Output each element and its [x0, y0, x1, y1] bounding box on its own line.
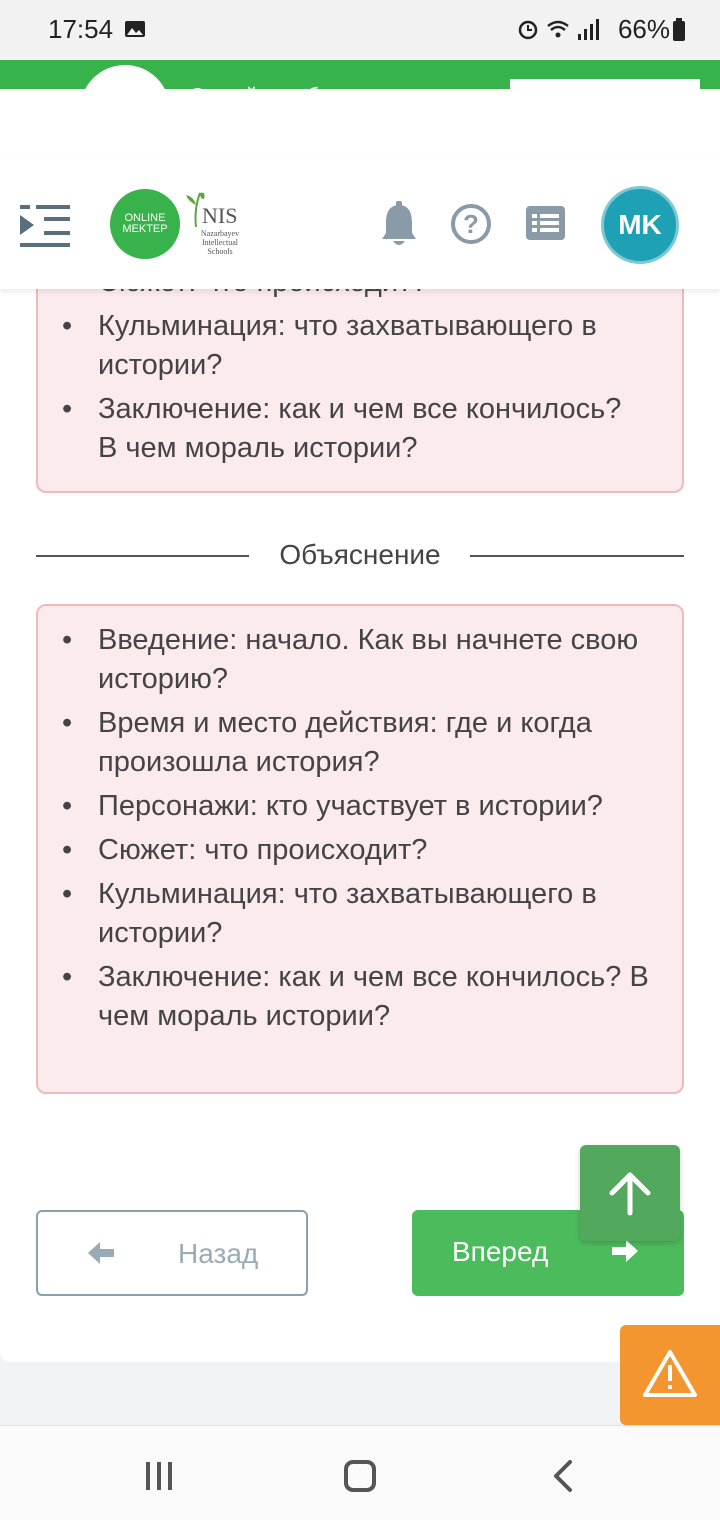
onlinemektep-logo[interactable]: [110, 189, 180, 259]
report-problem-button[interactable]: [620, 1325, 720, 1425]
menu-icon[interactable]: [20, 203, 70, 249]
explanation-item: • Введение: начало. Как вы начнете свою историю?: [98, 621, 658, 699]
bell-icon[interactable]: [380, 201, 418, 247]
header-logo-line2: MEKTEP: [122, 223, 168, 235]
divider-line-right: [470, 555, 684, 557]
system-nav-bar: [0, 1425, 720, 1520]
user-avatar[interactable]: MK: [601, 186, 679, 264]
explanation-item: • Заключение: как и чем все кончилось? В чем мораль истории?: [98, 958, 658, 1036]
top-header: [0, 159, 720, 289]
status-time: 17:54: [48, 14, 114, 44]
recent-apps-icon[interactable]: [144, 1462, 174, 1490]
answer-item: • Заключение: как и чем все кончилось? В чем мораль истории?: [98, 390, 638, 468]
arrow-left-icon: [86, 1238, 116, 1268]
arrow-up-icon: [608, 1171, 652, 1215]
battery-percent: [618, 14, 670, 45]
gallery-icon: [124, 20, 146, 38]
back-button[interactable]: [36, 1210, 308, 1296]
explanation-item: • Кульминация: что захватывающего в истории?: [98, 875, 658, 953]
status-bar: [0, 0, 720, 60]
explanation-item: • Время и место действия: где и когда произошла история?: [98, 704, 658, 782]
answer-item: • Кульминация: что захватывающего в истории?: [98, 307, 638, 385]
home-icon[interactable]: [344, 1460, 376, 1492]
back-button-label: Назад: [178, 1238, 259, 1269]
header-logo-text: [122, 213, 167, 235]
answer-list: [98, 263, 638, 473]
explanation-title: Объяснение: [279, 539, 441, 570]
explanation-item: • Сюжет: что происходит?: [98, 831, 658, 870]
nis-title: NIS: [202, 203, 238, 228]
nis-subtitle: Nazarbayev Intellectual Schools: [200, 229, 240, 256]
explanation-list: [98, 621, 658, 1041]
nis-logo: [184, 189, 248, 259]
explanation-item: • Персонажи: кто участвует в истории?: [98, 787, 658, 826]
battery-icon: [672, 18, 686, 42]
warning-icon: [642, 1349, 698, 1399]
back-icon[interactable]: [550, 1460, 574, 1492]
explanation-divider: [36, 537, 684, 577]
main-content: [0, 289, 720, 1425]
next-button-label: Вперед: [452, 1236, 549, 1267]
help-icon[interactable]: ?: [451, 204, 491, 244]
battery-text: 66%: [617, 14, 670, 44]
explanation-box: [36, 604, 684, 1094]
list-icon[interactable]: [526, 206, 565, 240]
alarm-wifi-signal-icon: [516, 16, 602, 42]
header-logo-line1: ONLINE: [124, 212, 166, 224]
scroll-to-top-button[interactable]: [580, 1145, 680, 1241]
